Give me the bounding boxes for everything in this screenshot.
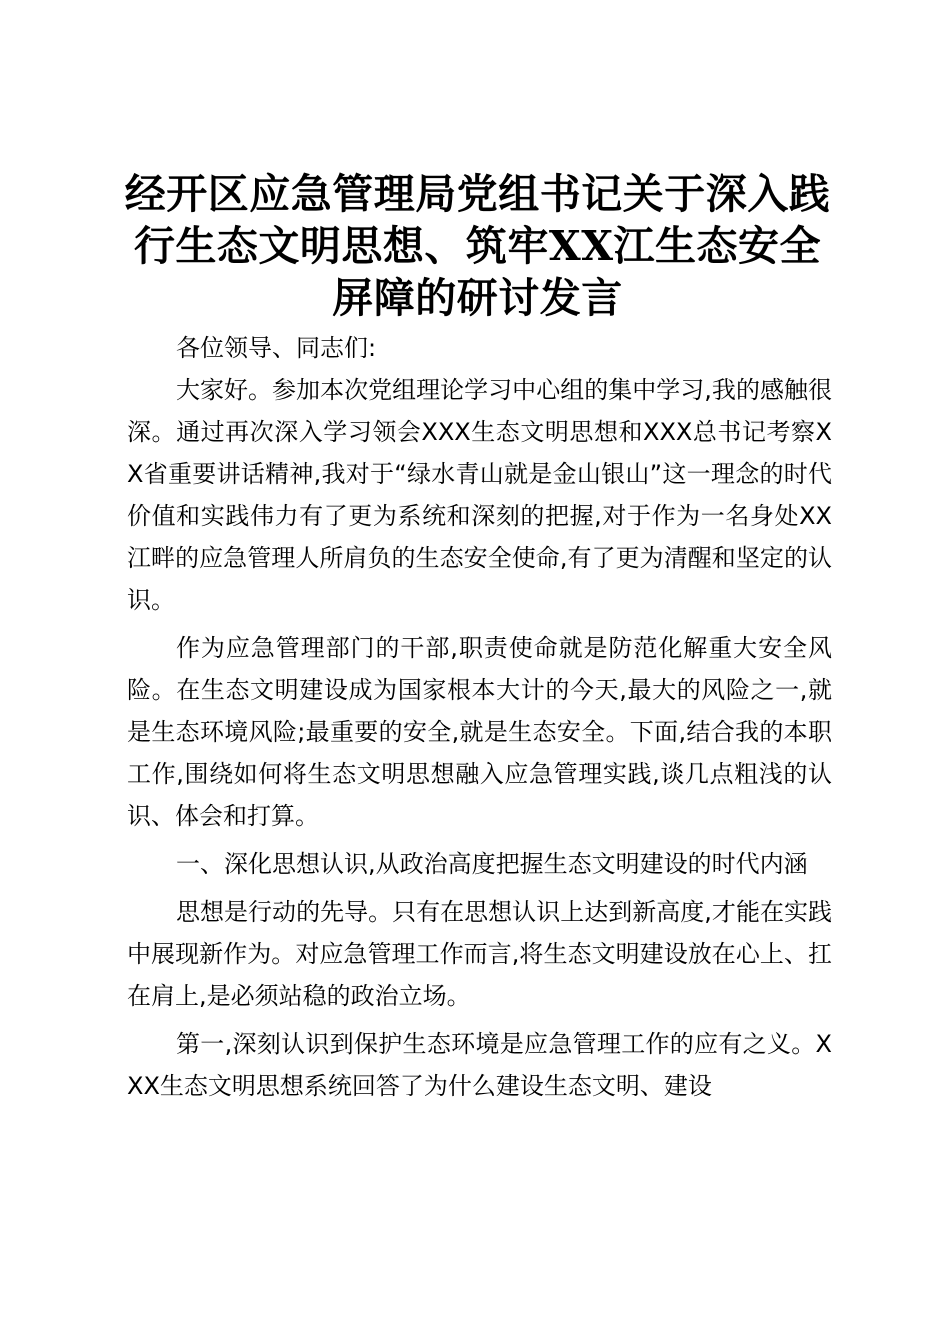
- title-line-3: 屏障的研讨发言: [332, 274, 623, 322]
- body-paragraph: 思想是行动的先导。只有在思想认识上达到新高度,才能在实践中展现新作为。对应急管理工作而言,将生态文明建设放在心上、扛在肩上,是必须站稳的政治立场。: [127, 898, 832, 1010]
- document-body: [127, 327, 832, 1107]
- body-paragraph: 第一,深刻认识到保护生态环境是应急管理工作的应有之义。XXX生态文明思想系统回答了为什么建设生态文明、建设: [127, 1030, 832, 1100]
- body-paragraph: 大家好。参加本次党组理论学习中心组的集中学习,我的感触很深。通过再次深入学习领会XXX生态文明思想和XXX总书记考察XX省重要讲话精神,我对于“绿水青山就是金山银山”这一理念的时代价值和实践伟力有了更为系统和深刻的把握,对于作为一名身处XX江畔的应急管理人所肩负的生态安全使命,有了更为清醒和坚定的认识。: [127, 376, 832, 614]
- title-line-2: 行生态文明思想、筑牢XX江生态安全: [133, 222, 822, 270]
- section-heading: 一、深化思想认识,从政治高度把握生态文明建设的时代内涵: [176, 850, 808, 878]
- body-paragraph: 作为应急管理部门的干部,职责使命就是防范化解重大安全风险。在生态文明建设成为国家根本大计的今天,最大的风险之一,就是生态环境风险;最重要的安全,就是生态安全。下面,结合我的本职工作,围绕如何将生态文明思想融入应急管理实践,谈几点粗浅的认识、体会和打算。: [127, 634, 832, 830]
- salutation-paragraph: 各位领导、同志们:: [176, 334, 377, 362]
- document-title: [120, 168, 835, 324]
- title-line-1: 经开区应急管理局党组书记关于深入践: [124, 170, 831, 218]
